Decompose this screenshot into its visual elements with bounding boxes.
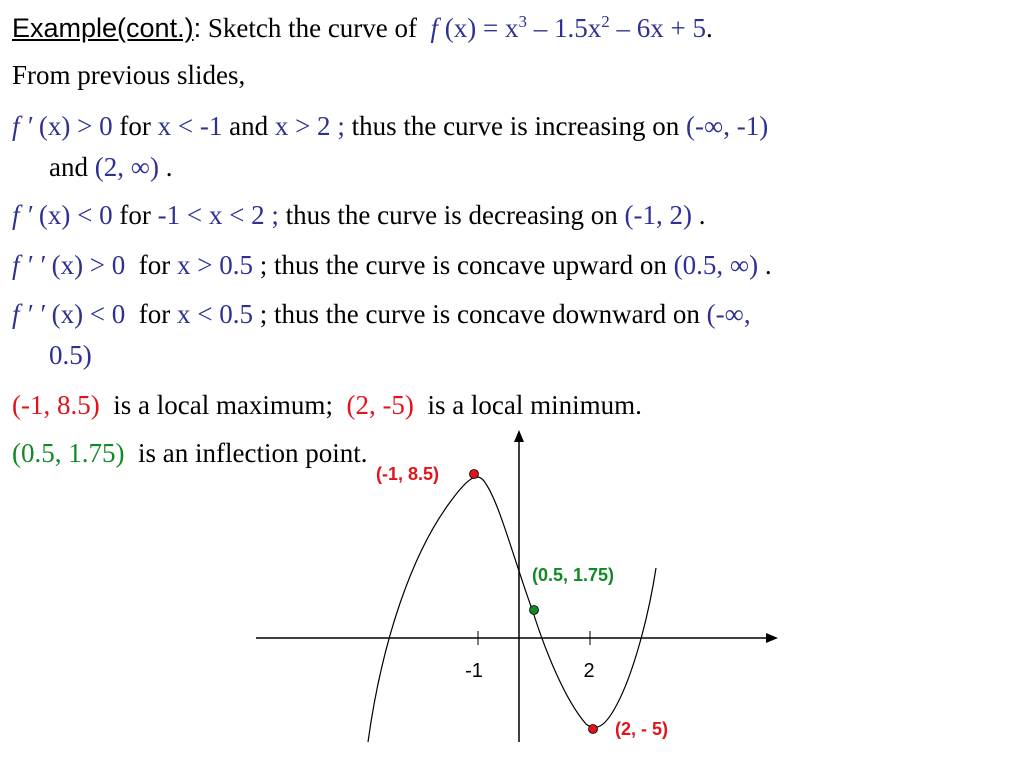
- increasing-line: f ′ (x) > 0 for x < -1 and x > 2 ; thus the curve is increasing on (-∞, -1): [12, 111, 769, 141]
- title-intro: Sketch the curve of: [207, 13, 418, 43]
- function-expression: f $(x) = x^3 - 1.5x^2 - 6x + 5$: [430, 12, 706, 43]
- example-label: Example(cont.): [12, 13, 194, 43]
- increasing-line-cont: and (2, ∞) .: [49, 152, 173, 182]
- inflection-line: (0.5, 1.75) is an inflection point.: [12, 438, 368, 468]
- concave-down-line-cont: 0.5): [49, 340, 92, 370]
- local-max-point: [470, 470, 479, 479]
- extrema-line: (-1, 8.5) is a local maximum; (2, -5) is a local minimum.: [12, 390, 642, 420]
- tick-label-2: 2: [583, 660, 595, 682]
- from-previous-text: From previous slides,: [12, 60, 246, 90]
- title-line: Example(cont.): Sketch the curve of f $(x) = x^3 - 1.5x^2 - 6x + 5$.: [12, 12, 713, 43]
- decreasing-line: f ′ (x) < 0 for -1 < x < 2 ; thus the curve is decreasing on (-1, 2) .: [12, 200, 706, 230]
- inflection-label: (0.5, 1.75): [532, 565, 615, 585]
- concave-up-line: f ′ ′ (x) > 0 for x > 0.5 ; thus the curve is concave upward on (0.5, ∞) .: [12, 250, 772, 280]
- local-min-label: (2, - 5): [615, 719, 669, 739]
- tick-label-neg1: -1: [465, 660, 483, 682]
- curve: [368, 477, 656, 742]
- local-min-point: [589, 725, 598, 734]
- title-colon: :: [193, 13, 202, 43]
- concave-down-line: f ′ ′ (x) < 0 for x < 0.5 ; thus the curve is concave downward on (-∞,: [12, 299, 751, 329]
- local-max-label: (-1, 8.5): [376, 464, 440, 484]
- inflection-point: [530, 606, 539, 615]
